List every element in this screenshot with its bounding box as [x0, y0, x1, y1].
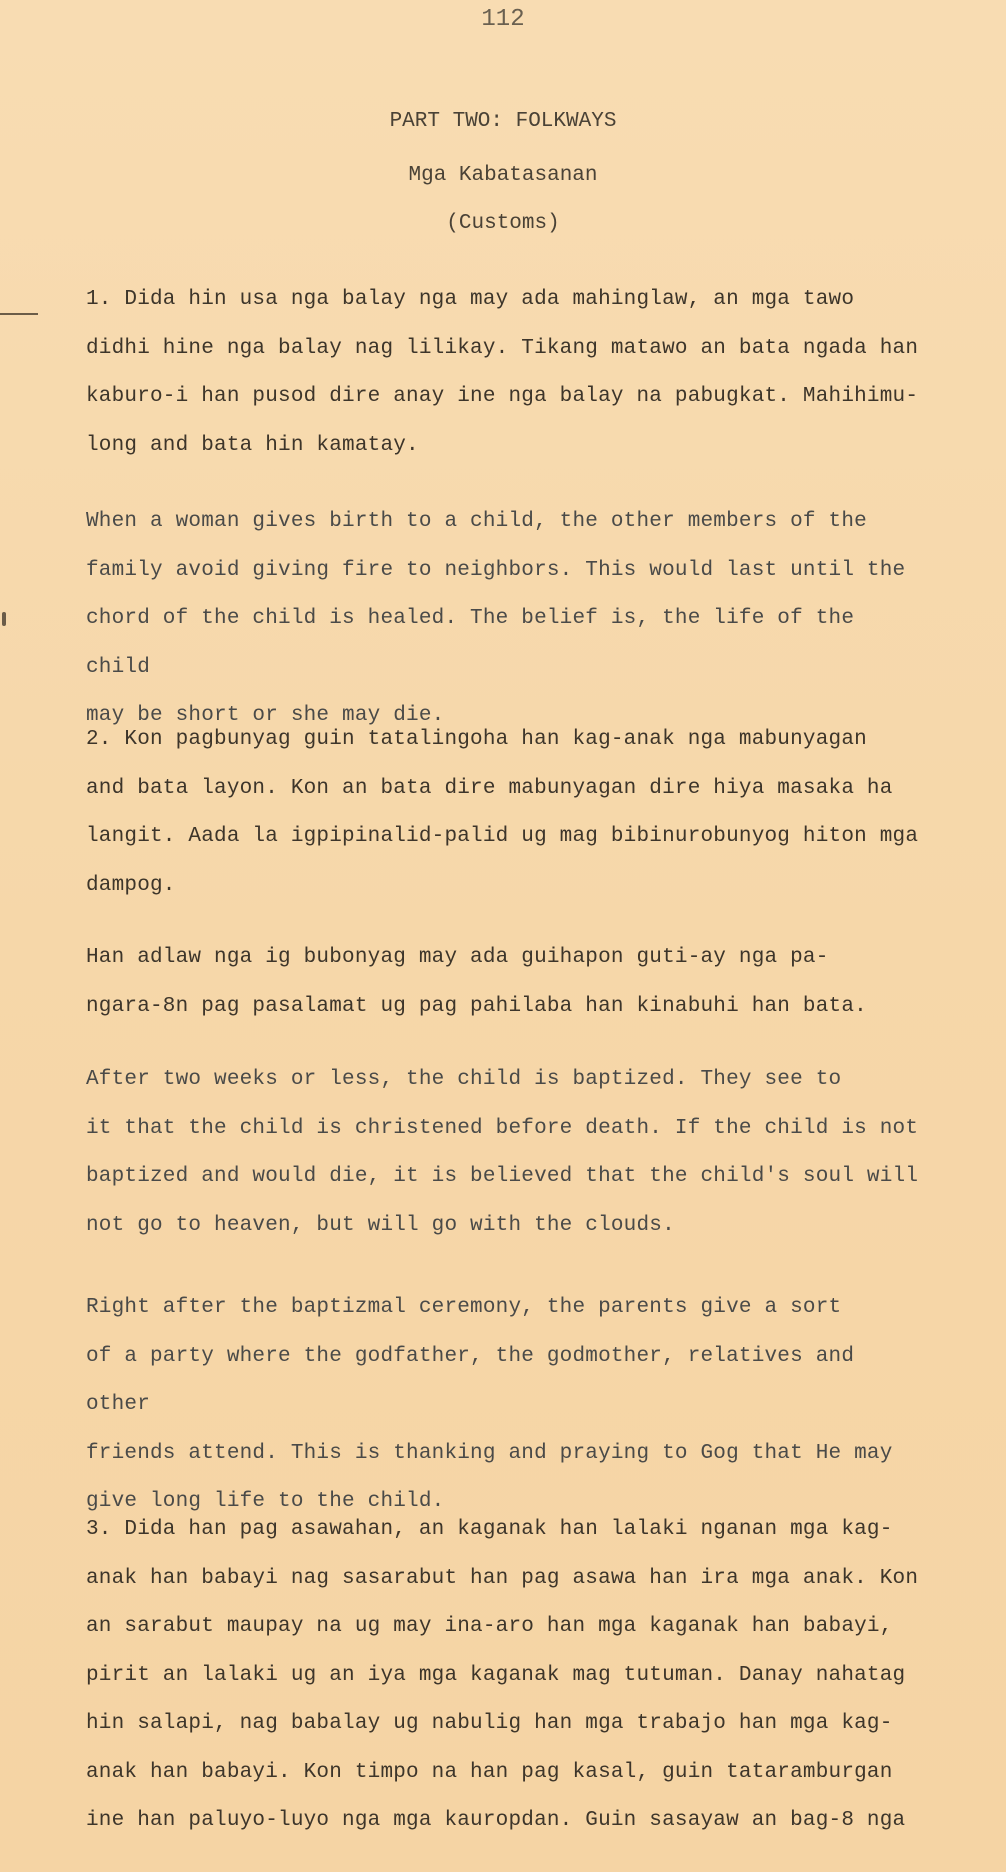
section-heading-english: (Customs) [446, 212, 560, 235]
part-heading: PART TWO: FOLKWAYS [389, 110, 617, 133]
margin-mark [0, 313, 38, 315]
margin-dot [2, 612, 6, 626]
section-heading-waray: Mga Kabatasanan [408, 164, 598, 187]
paragraph-2-english: After two weeks or less, the child is baptized. They see to it that the child is christened before death. If the child is not baptized and would die, it is believed that the child's soul will not go to heaven, but will go with the clouds. [86, 1068, 919, 1237]
paragraph-3-waray: 3. Dida han pag asawahan, an kaganak han lalaki nganan mga kag- anak han babayi nag sasarabut han pag asawa han ira mga anak. Kon an sarabut maupay na ug may ina-aro han mga kaganak han babayi, pirit an lalaki ug an iya mga kaganak mag tutuman. Danay nahatag hin salapi, nag babalay ug nabulig han mga trabajo han mga kag- anak han babayi. Kon timpo na han pag kasal, guin tataramburgan ine han paluyo-luyo nga mga kauropdan. Guin sasayaw an bag-8 nga [86, 1518, 919, 1832]
page-number: 112 [481, 6, 525, 33]
paragraph-1-waray: 1. Dida hin usa nga balay nga may ada mahinglaw, an mga tawo didhi hine nga balay nag lilikay. Tikang matawo an bata ngada han kaburo-i han pusod dire anay ine nga balay na pabugkat. Mahihimu- long and bata hin kamatay. [86, 288, 919, 457]
paragraph-2-waray: 2. Kon pagbunyag guin tatalingoha han kag-anak nga mabunyagan and bata layon. Kon an bata dire mabunyagan dire hiya masaka ha langit. Aada la igpipinalid-palid ug mag bibinurobunyog hiton mga dampog. [86, 728, 919, 897]
paragraph-2b-english: Right after the baptizmal ceremony, the parents give a sort of a party where the godfather, the godmother, relatives and other friends attend. This is thanking and praying to Gog that He may give long life to the child. [86, 1296, 893, 1513]
paragraph-1-english: When a woman gives birth to a child, the other members of the family avoid giving fire to neighbors. This would last until the chord of the child is healed. The belief is, the life of the child may be short or she may die. [86, 510, 906, 727]
paragraph-2b-waray: Han adlaw nga ig bubonyag may ada guihapon guti-ay nga pa- ngara-8n pag pasalamat ug pag pahilaba han kinabuhi han bata. [86, 946, 867, 1018]
